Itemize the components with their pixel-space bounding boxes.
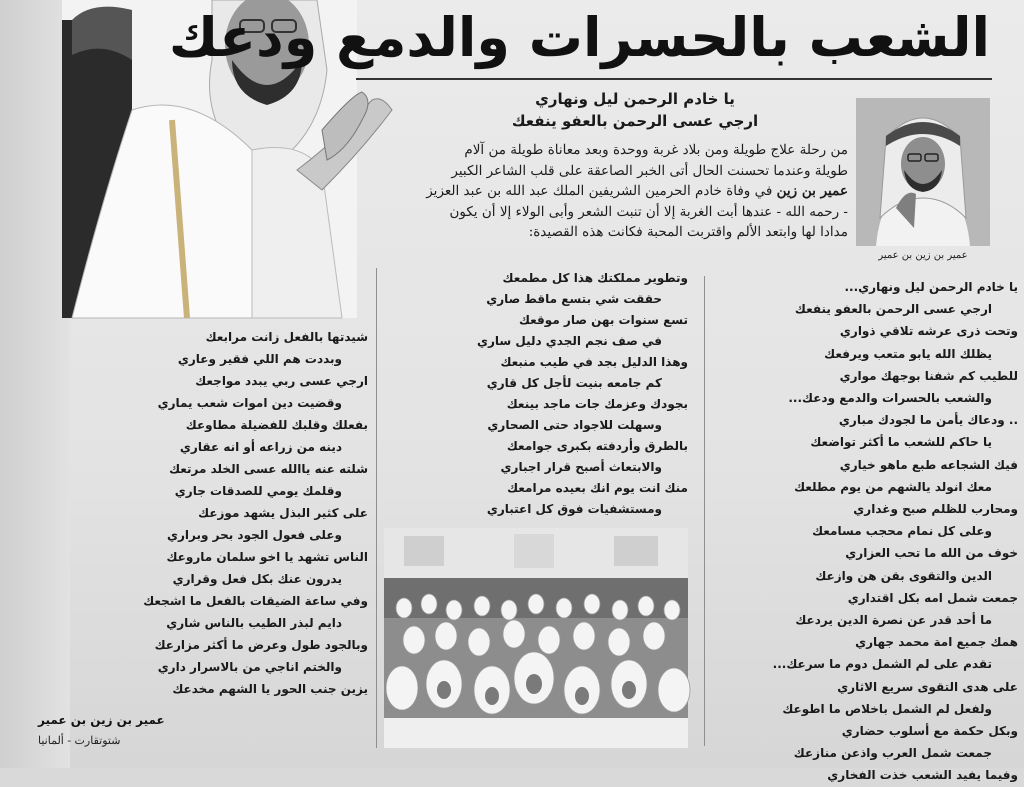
poem-line: همك جميع امة محمد جهاري: [855, 635, 1018, 650]
poet-photo: [856, 98, 990, 246]
column-divider: [376, 268, 377, 748]
intro-paragraph: [378, 140, 848, 243]
poem-line: حققت شي بتسع ماقط صاري: [486, 292, 662, 306]
poem-line: والابتعاث أصبح قرار اجباري: [500, 460, 662, 474]
poem-line: ما أحد قدر عن نصرة الدين يردعك: [795, 613, 992, 628]
poem-line: بجودك وعزمك جات ماجد بينعك: [506, 397, 688, 411]
poem-line: يظلك الله يابو متعب ويرفعك: [824, 346, 992, 361]
poem-line: ومستشفيات فوق كل اعتباري: [486, 502, 662, 516]
poem-line: على هدى التقوى سريع الاثاري: [837, 679, 1018, 694]
intro-verse: [420, 88, 850, 132]
poem-line: ومحارب للظلم صبح وغداري: [853, 502, 1018, 517]
poet-name-highlight: عمير بن زين: [776, 183, 848, 199]
poem-line: جمعت شمل امه بكل اقتداري: [847, 590, 1018, 605]
poem-line: وبكل حكمة مع أسلوب حضاري: [841, 724, 1018, 739]
intro-line: طويلة وعندما تحسنت الحال أتى الخبر الصاعقة على قلب الشاعر الكبير: [451, 162, 848, 179]
poem-line: دينه من زراعه أو انه عقاري: [179, 440, 342, 454]
poem-line: شلته عنه ياالله عسى الخلد مرتعك: [169, 462, 368, 476]
author-signature: عمير بن زين بن عمير: [38, 713, 165, 727]
poem-line: وبالجود طول وعرض ما أكثر مزارعك: [154, 638, 368, 652]
column-divider: [704, 276, 705, 746]
poem-line: خوف من الله ما تحب العزاري: [845, 546, 1018, 561]
poem-line: بفعلك وقلبك للفضيلة مطاوعك: [185, 418, 368, 432]
headline: الشعب بالحسرات والدمع ودعك: [168, 6, 990, 69]
poem-line: يا حاكم للشعب ما أكثر تواضعك: [810, 435, 992, 450]
intro-line: عمير بن زين في وفاة خادم الحرمين الشريفين الملك عبد الله بن عبد العزيز: [426, 183, 848, 199]
poem-line: وتحت ذرى عرشه تلاقي ذواري: [839, 324, 1018, 339]
headline-rule: [356, 78, 992, 80]
crowd-photo-art: [384, 528, 688, 748]
poem-column-left: [38, 326, 368, 700]
poem-line: جمعت شمل العرب واذعن منازعك: [793, 746, 992, 761]
poet-photo-art: [856, 98, 990, 246]
poem-line: وعلى كل نمام محجب مسامعك: [812, 524, 992, 539]
intro-verse-line: ارجي عسى الرحمن بالعفو ينفعك: [511, 112, 759, 130]
poem-line: وبددت هم اللي فقير وعاري: [177, 352, 342, 366]
intro-verse-line: يا خادم الرحمن ليل ونهاري: [535, 90, 735, 108]
crowd-photo: [384, 528, 688, 748]
poem-line: وهذا الدليل بجد في طيب منبعك: [500, 355, 688, 369]
poem-line: منك انت يوم انك بعيده مرامعك: [507, 481, 688, 495]
poem-line: وسهلت للاجواد حتى الصحاري: [487, 418, 662, 432]
poem-line: شيدتها بالفعل زانت مرابعك: [205, 330, 368, 344]
poem-line: وعلى فعول الجود بحر وبراري: [167, 528, 342, 542]
poem-line: تقدم على لم الشمل دوم ما سرعك...: [772, 657, 992, 672]
poem-line: دايم لبذر الطيب بالناس شاري: [166, 616, 342, 630]
poem-line: وفيما يفيد الشعب خذت الفخاري: [827, 768, 1018, 783]
poem-column-right: [722, 276, 1018, 787]
poem-line: يدرون عنك بكل فعل وقراري: [172, 572, 342, 586]
poem-line: وقضيت دين اموات شعب يماري: [157, 396, 342, 410]
intro-line: من رحلة علاج طويلة ومن بلاد غربة ووحدة وبعد معاناة طويلة من آلام: [464, 142, 848, 158]
poem-line: على كثير البذل يشهد موزعك: [198, 506, 368, 520]
poem-line: وفي ساعة الضيقات بالفعل ما اشجعك: [143, 594, 368, 608]
poem-line: والشعب بالحسرات والدمع ودعك...: [788, 391, 992, 406]
poem-line: ارجي عسى الرحمن بالعفو ينفعك: [794, 302, 992, 317]
poem-line: فيك الشجاعه طبع ماهو خياري: [839, 457, 1018, 472]
poem-line: ولفعل لم الشمل باخلاص ما اطوعك: [782, 701, 992, 716]
poet-caption: عمير بن زين بن عمير: [878, 250, 968, 261]
poem-line: وتطوير مملكتك هذا كل مطمعك: [502, 271, 688, 285]
poem-line: معك انولد يالشهم من يوم مطلعك: [794, 479, 992, 494]
poem-line: في صف نجم الجدي دليل ساري: [476, 334, 662, 348]
poem-line: يا خادم الرحمن ليل ونهاري...: [844, 280, 1018, 294]
intro-line: - رحمه الله - عندها أبت الغربة إلا أن تنبت الشعر وأبى الولاء إلا أن يكون: [449, 203, 848, 220]
poem-line: للطيب كم شفنا بوجهك مواري: [839, 368, 1018, 383]
poem-line: الدين والتقوى بقن هن وازعك: [815, 568, 992, 583]
poem-line: .. ودعاك يأمن ما لجودك مباري: [838, 413, 1018, 428]
author-location: شتوتقارت - ألمانيا: [38, 734, 121, 747]
poem-line: بالطرق وأردفته بكبرى جوامعك: [506, 439, 688, 453]
poem-line: الناس تشهد يا اخو سلمان ماروعك: [166, 550, 368, 564]
intro-line: مدادا لها وابتعد الألم واقتربت المحبة فكانت هذه القصيدة:: [528, 224, 848, 240]
poem-line: كم جامعه بنيت لأجل كل قاري: [486, 376, 662, 390]
poem-column-middle: [388, 268, 688, 520]
poem-line: يزين جنب الحور يا الشهم مخدعك: [172, 682, 368, 696]
poem-line: تسع سنوات بهن صار موقعك: [518, 313, 688, 327]
poem-line: وقلمك يومي للصدقات جاري: [174, 484, 342, 498]
poem-line: والختم اناجي من بالاسرار داري: [157, 660, 342, 674]
poem-line: ارجي عسى ربي يبدد مواجعك: [195, 374, 368, 388]
